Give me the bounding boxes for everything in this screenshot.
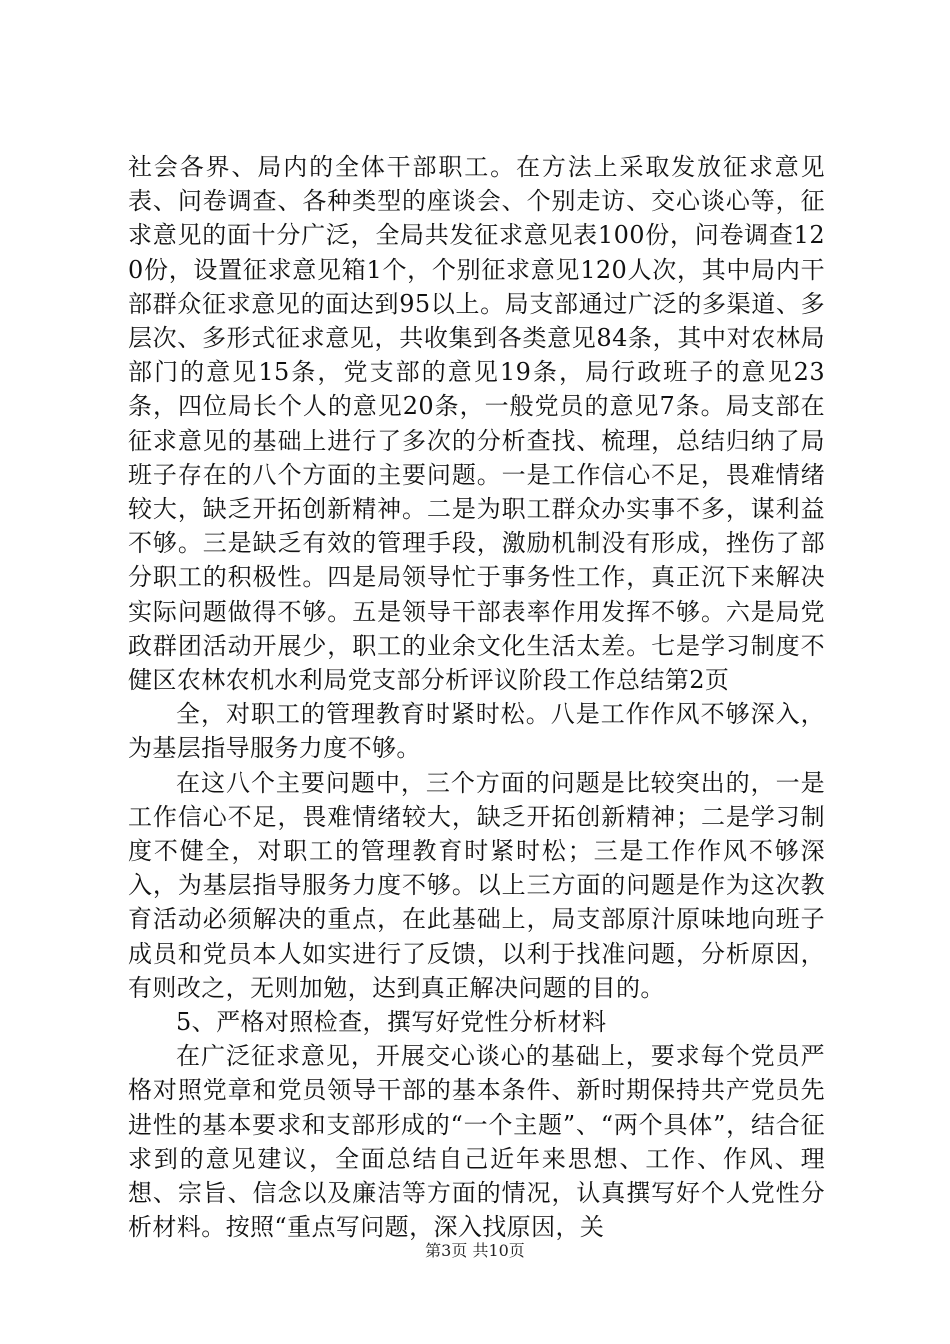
body-paragraph-1: 社会各界、局内的全体干部职工。在方法上采取发放征求意见表、问卷调查、各种类型的座谈会、个别走访、交心谈心等，征求意见的面十分广泛，全局共发征求意见表100份，问卷调查120份，设置征求意见箱1个，个别征求意见120人次，其中局内干部群众征求意见的面达到95以上。局支部通过广泛的多渠道、多层次、多形式征求意见，共收集到各类意见84条，其中对农林局部门的意见15条，党支部的意见19条，局行政班子的意见23条，四位局长个人的意见20条，一般党员的意见7条。局支部在征求意见的基础上进行了多次的分析查找、梳理，总结归纳了局班子存在的八个方面的主要问题。一是工作信心不足，畏难情绪较大，缺乏开拓创新精神。二是为职工群众办实事不多，谋利益不够。三是缺乏有效的管理手段，激励机制没有形成，挫伤了部分职工的积极性。四是局领导忙于事务性工作，真正沉下来解决实际问题做得不够。五是领导干部表率作用发挥不够。六是局党政群团活动开展少，职工的业余文化生活太差。七是学习制度不健区农林农机水利局党支部分析评议阶段工作总结第2页 bbox=[128, 153, 825, 695]
page-footer: 第3页 共10页 bbox=[425, 1241, 525, 1260]
body-paragraph-2: 全，对职工的管理教育时紧时松。八是工作作风不够深入，为基层指导服务力度不够。 bbox=[128, 700, 825, 763]
body-paragraph-4: 在广泛征求意见，开展交心谈心的基础上，要求每个党员严格对照党章和党员领导干部的基本条件、新时期保持共产党员先进性的基本要求和支部形成的“一个主题”、“两个具体”，结合征求到的意见建议，全面总结自己近年来思想、工作、作风、理想、宗旨、信念以及廉洁等方面的情况，认真撰写好个人党性分析材料。按照“重点写问题，深入找原因，关 bbox=[128, 1042, 825, 1242]
document-body bbox=[128, 150, 825, 1245]
section-heading-5: 5、严格对照检查，撰写好党性分析材料 bbox=[176, 1008, 607, 1037]
body-paragraph-3: 在这八个主要问题中，三个方面的问题是比较突出的，一是工作信心不足，畏难情绪较大，缺乏开拓创新精神；二是学习制度不健全，对职工的管理教育时紧时松；三是工作作风不够深入，为基层指导服务力度不够。以上三方面的问题是作为这次教育活动必须解决的重点，在此基础上，局支部原汁原味地向班子成员和党员本人如实进行了反馈，以利于找准问题，分析原因，有则改之，无则加勉，达到真正解决问题的目的。 bbox=[128, 768, 825, 1002]
